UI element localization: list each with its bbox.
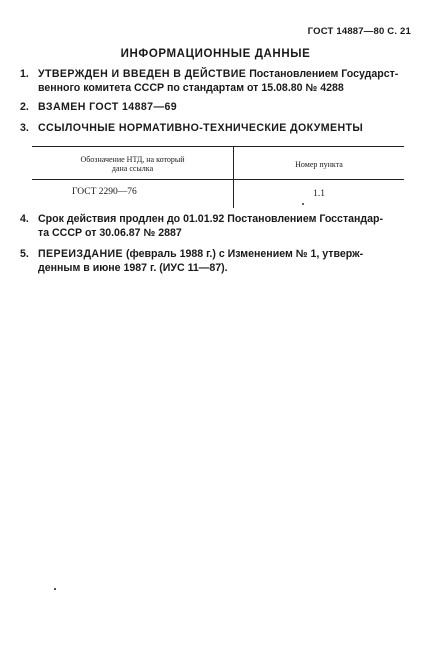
table-header-divider xyxy=(32,179,404,180)
item-number: 3. xyxy=(20,122,29,134)
item-3-lead: ССЫЛОЧНЫЕ НОРМАТИВНО-ТЕХНИЧЕСКИЕ ДОКУМЕНТЫ xyxy=(38,122,364,134)
reference-table xyxy=(32,146,404,208)
table-cell-doc: ГОСТ 2290—76 xyxy=(72,187,137,197)
item-number: 5. xyxy=(20,248,29,260)
item-5 xyxy=(20,247,406,275)
header-line: Обозначение НТД, на который xyxy=(80,155,185,164)
table-header-clause: Номер пункта xyxy=(295,160,343,169)
item-4 xyxy=(20,212,406,240)
item-2-lead: ВЗАМЕН ГОСТ 14887—69 xyxy=(38,101,178,113)
scan-speck xyxy=(54,588,56,590)
table-header-designation xyxy=(32,155,233,173)
table-cell-clause: 1.1 xyxy=(313,189,325,199)
item-1 xyxy=(20,67,406,95)
item-number: 4. xyxy=(20,213,29,225)
section-title: ИНФОРМАЦИОННЫЕ ДАННЫЕ xyxy=(120,48,311,60)
item-2 xyxy=(20,100,406,114)
item-1-text: Постановлением Государст- xyxy=(249,68,399,80)
scan-speck xyxy=(302,203,304,205)
header-line: дана ссылка xyxy=(111,164,154,173)
item-number: 2. xyxy=(20,101,29,113)
item-3 xyxy=(20,121,406,135)
item-5-line-2: денным в июне 1987 г. (ИУС 11—87). xyxy=(38,262,228,274)
item-1-line-1 xyxy=(38,67,406,81)
item-4-line-2: та СССР от 30.06.87 № 2887 xyxy=(38,227,182,239)
page-header: ГОСТ 14887—80 С. 21 xyxy=(307,26,411,37)
item-5-lead: ПЕРЕИЗДАНИЕ xyxy=(38,248,123,260)
item-5-line-1 xyxy=(38,247,406,261)
item-1-line-2: венного комитета СССР по стандартам от 15.08.80 № 4288 xyxy=(38,82,344,94)
item-1-lead: УТВЕРЖДЕН И ВВЕДЕН В ДЕЙСТВИЕ xyxy=(38,68,247,80)
item-number: 1. xyxy=(20,68,29,80)
item-4-line-1: Срок действия продлен до 01.01.92 Постановлением Госстандар- xyxy=(38,213,384,225)
item-5-text: (февраль 1988 г.) с Изменением № 1, утверж- xyxy=(125,248,364,260)
